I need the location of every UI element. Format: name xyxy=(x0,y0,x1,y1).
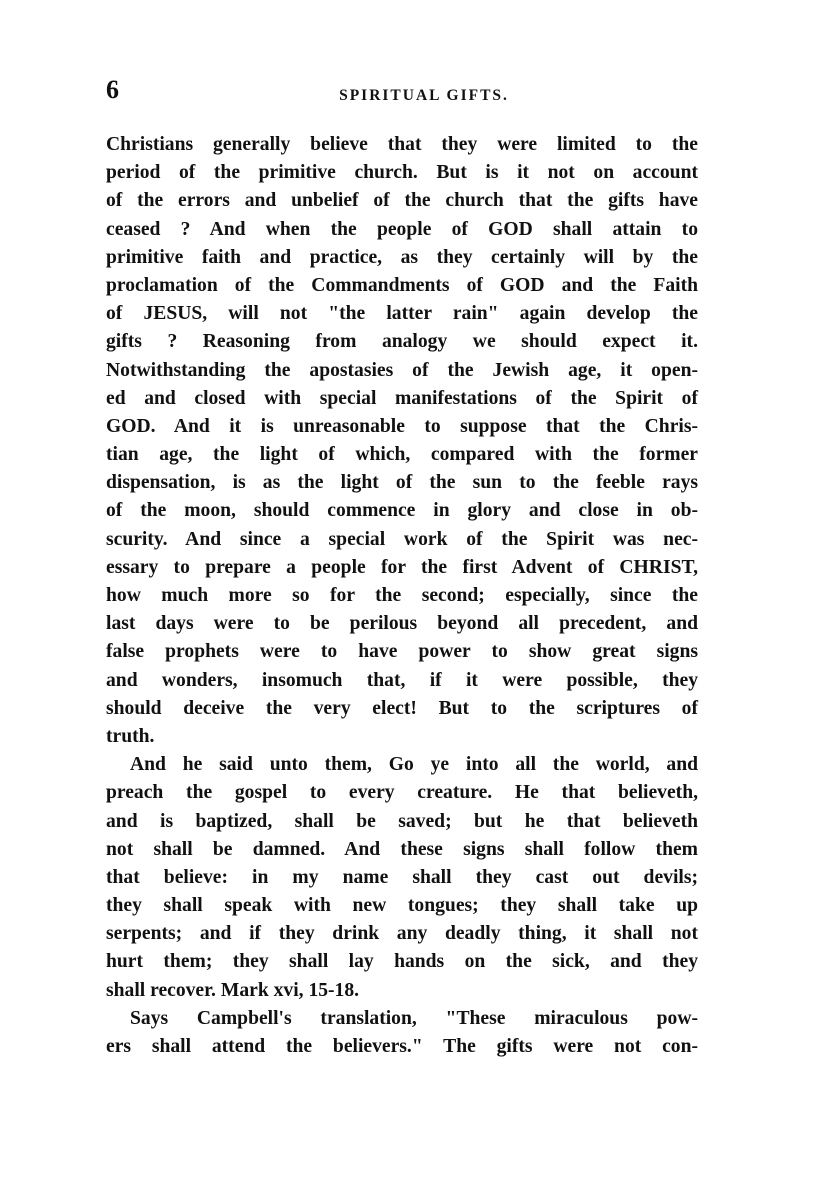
text-line: how much more so for the second; especially, since the xyxy=(106,585,698,606)
text-line: ers shall attend the believers." The gifts were not con- xyxy=(106,1036,698,1057)
text-line: truth. xyxy=(106,725,155,747)
text-line: last days were to be perilous beyond all precedent, and xyxy=(106,613,698,635)
text-line: should deceive the very elect! But to the scriptures of xyxy=(106,697,698,719)
text-line: preach the gospel to every creature. He that believeth, xyxy=(106,782,698,804)
text-line: ed and closed with special manifestations of the Spirit of xyxy=(106,387,698,409)
text-line: GOD. And it is unreasonable to suppose that the Chris- xyxy=(106,415,698,437)
text-line: Christians generally believe that they were limited to the xyxy=(106,134,698,155)
text-line: that believe: in my name shall they cast out devils; xyxy=(106,866,698,888)
text-line: not shall be damned. And these signs shall follow them xyxy=(106,838,698,860)
text-line: And he said unto them, Go ye into all the world, and xyxy=(130,754,698,776)
text-line: of JESUS, will not "the latter rain" again develop the xyxy=(106,303,698,325)
text-line: scurity. And since a special work of the Spirit was nec- xyxy=(106,528,698,550)
text-line: proclamation of the Commandments of GOD and the Faith xyxy=(106,274,698,296)
text-line: and is baptized, shall be saved; but he that believeth xyxy=(106,810,698,832)
text-line: period of the primitive church. But is it not on account xyxy=(106,162,698,184)
text-line: Notwithstanding the apostasies of the Jewish age, it open- xyxy=(106,359,698,381)
text-line: tian age, the light of which, compared with the former xyxy=(106,444,698,466)
text-line: shall recover. Mark xvi, 15-18. xyxy=(106,979,360,1001)
page-number: 6 xyxy=(106,75,119,104)
running-title: SPIRITUAL GIFTS. xyxy=(339,87,509,104)
text-line: false prophets were to have power to show great signs xyxy=(106,641,698,663)
text-line: serpents; and if they drink any deadly thing, it shall not xyxy=(106,923,698,945)
text-line: they shall speak with new tongues; they shall take up xyxy=(106,895,698,917)
text-line: dispensation, is as the light of the sun to the feeble rays xyxy=(106,472,698,494)
text-line: essary to prepare a people for the first Advent of CHRIST, xyxy=(106,556,698,578)
text-line: gifts ? Reasoning from analogy we should expect it. xyxy=(106,331,698,353)
text-line: ceased ? And when the people of GOD shall attain to xyxy=(106,218,698,240)
body-text xyxy=(106,131,698,1061)
text-line: and wonders, insomuch that, if it were possible, they xyxy=(106,669,698,691)
text-line: of the errors and unbelief of the church that the gifts have xyxy=(106,190,698,212)
text-line: primitive faith and practice, as they certainly will by the xyxy=(106,246,698,268)
text-line: hurt them; they shall lay hands on the sick, and they xyxy=(106,951,698,973)
text-line: of the moon, should commence in glory and close in ob- xyxy=(106,500,698,522)
text-line: Says Campbell's translation, "These miraculous pow- xyxy=(130,1007,698,1029)
